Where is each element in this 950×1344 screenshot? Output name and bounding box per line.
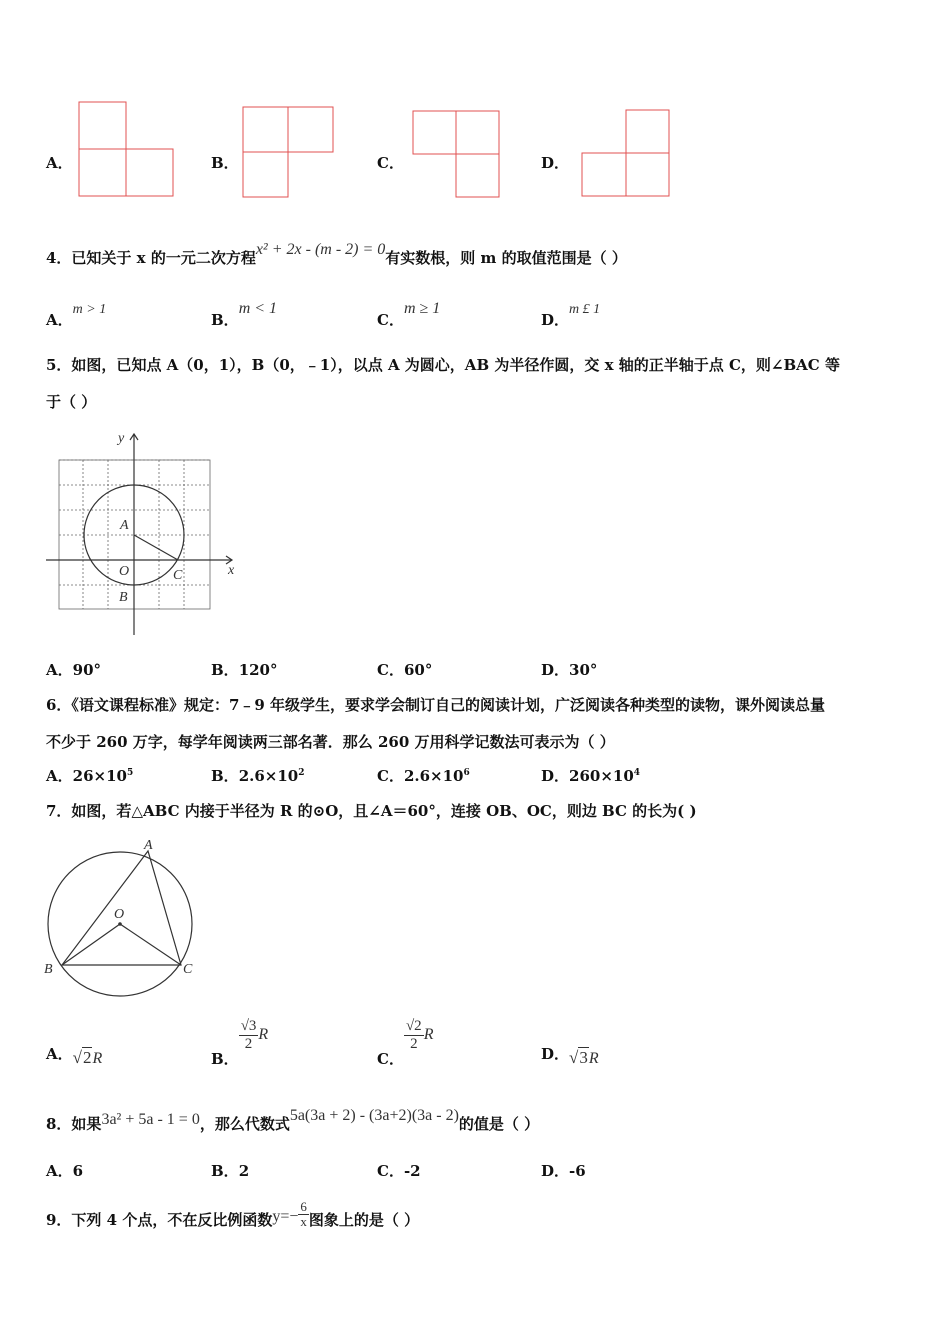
q5-option-a-label: A． [46,661,73,679]
q6-option-d [541,765,640,786]
q9-function-num: 6 [300,1199,307,1214]
q8-option-b-text: 2 [238,1162,250,1180]
q8-option-a-text: 6 [72,1162,84,1180]
q5-radius-ac [134,535,178,560]
q5-coordinate-figure [42,428,242,638]
q7-option-c-frac [404,1018,424,1052]
q4-option-c [377,300,441,330]
q5-label-c: C [173,568,183,583]
q4-option-a-label: A． [46,311,73,329]
q7-label-c: C [183,962,193,977]
q3-figure-d [581,109,673,201]
q5-option-d-label: D． [541,661,570,679]
q3-option-d: D． [541,154,570,172]
q9-function-den: x [300,1214,307,1230]
q5-label-a: A [120,518,129,533]
q6-option-b-label: B． [211,767,239,785]
q3-option-c: C． [377,154,404,172]
q7-option-b-frac [239,1018,259,1052]
q7-option-c [377,1018,434,1068]
q6-option-d-exp: 4 [633,768,641,778]
q5-option-b [211,659,278,680]
q6-line-1: 6．《语文课程标准》规定：7﹣9 年级学生，要求学会制订自己的阅读计划，广泛阅读各种类型的读物，课外阅读总量 [46,696,826,714]
q5-option-c-text: 60° [403,661,433,679]
q8-option-a-label: A． [46,1162,73,1180]
q8-suffix: 的值是（ ） [458,1115,540,1133]
q7-line: 7．如图，若△ABC 内接于半径为 R 的⊙O，且∠A＝60°，连接 OB、OC，则边 BC 的长为( ) [46,802,697,820]
q8-middle: ，那么代数式 [199,1115,290,1133]
question-4 [46,241,627,268]
q6-option-a-label: A． [46,767,73,785]
q7-option-a-sqrt: √2 [72,1048,92,1067]
q8-prefix: 8．如果 [46,1115,102,1133]
q3-option-b: B． [211,154,239,172]
q5-label-y: y [118,431,125,446]
q7-option-a-radicand: 2 [82,1048,92,1067]
q8-option-b [211,1160,249,1181]
q7-circle-figure [40,835,205,1005]
q6-option-a-base: 26×10 [72,767,127,785]
q8-expression: 5a(3a + 2) - (3a+2)(3a - 2) [289,1107,459,1124]
q7-option-d-sqrt: √3 [569,1048,588,1067]
q6-option-b-base: 2.6×10 [238,767,299,785]
q4-option-b-expr: m < 1 [238,300,278,317]
q8-option-c [377,1160,421,1181]
q7-label-a: A [144,838,153,853]
q5-label-x: x [228,563,235,578]
question-8 [46,1107,540,1134]
q7-option-b-var: R [258,1026,269,1043]
q7-option-c-den: 2 [410,1035,418,1052]
q7-option-b-label: B． [211,1050,239,1068]
q6-option-d-label: D． [541,767,570,785]
q7-option-d-var: R [588,1050,599,1067]
q9-function-lhs: y=− [272,1207,299,1225]
q4-option-d-expr: m £ 1 [569,302,601,317]
q4-option-c-expr: m ≥ 1 [403,300,441,317]
q6-option-c-exp: 6 [463,768,470,778]
q7-option-d [541,1043,599,1067]
q4-option-b-label: B． [211,311,239,329]
q6-option-d-base: 260×10 [569,767,634,785]
q6-line-2: 不少于 260 万字，每学年阅读两三部名著．那么 260 万用科学记数法可表示为（ ） [46,733,615,751]
q3-figure-c [412,110,504,202]
question-9 [46,1200,419,1230]
q6-option-c-label: C． [377,767,404,785]
q8-option-c-text: -2 [403,1162,421,1180]
q7-option-a-label: A． [46,1045,73,1063]
q4-prefix: 4．已知关于 x 的一元二次方程 [46,249,256,267]
q4-suffix: 有实数根，则 m 的取值范围是（ ） [385,249,627,267]
q5-option-c-label: C． [377,661,404,679]
q8-option-d [541,1160,586,1181]
q6-option-b [211,765,305,786]
q7-label-o: O [114,907,125,922]
q5-option-b-text: 120° [238,661,278,679]
q3-figure-a [78,101,176,199]
q4-option-c-label: C． [377,311,404,329]
q6-option-c-base: 2.6×10 [403,767,464,785]
q5-option-d [541,659,597,680]
q5-line-1: 5．如图，已知点 A（0，1），B（0，﹣1），以点 A 为圆心，AB 为半径作圆，交 x 轴的正半轴于点 C，则∠BAC 等 [46,356,840,374]
q7-label-b: B [44,962,53,977]
q5-line-2: 于（ ） [46,393,97,411]
q4-option-b [211,300,278,330]
q9-suffix: 图象上的是（ ） [308,1210,420,1229]
q8-equation: 3a² + 5a - 1 = 0 [101,1111,200,1128]
q6-option-a-exp: 5 [126,768,134,778]
q8-option-d-text: -6 [569,1162,586,1180]
q7-option-c-num: √2 [405,1018,422,1034]
q8-option-d-label: D． [541,1162,570,1180]
q7-option-d-label: D． [541,1045,570,1063]
q9-prefix: 9．下列 4 个点，不在反比例函数 [46,1210,273,1229]
q7-option-a [46,1043,103,1067]
q7-segments-ob-oc [62,924,181,965]
q6-option-c [377,765,470,786]
q6-option-b-exp: 2 [298,768,305,778]
q7-option-a-var: R [92,1050,103,1067]
q6-option-a [46,765,133,786]
q7-option-b [211,1018,269,1068]
q5-option-d-text: 30° [569,661,598,679]
q5-option-b-label: B． [211,661,239,679]
q5-label-b: B [119,590,128,605]
q4-option-d-label: D． [541,311,570,329]
q7-option-b-den: 2 [244,1035,253,1052]
q5-option-c [377,659,432,680]
q4-option-d [541,302,601,330]
q8-option-b-label: B． [211,1162,239,1180]
q4-equation: x² + 2x - (m - 2) = 0 [255,241,386,258]
q8-option-a [46,1160,83,1181]
q5-option-a-text: 90° [72,661,102,679]
q4-option-a [46,302,107,330]
q7-option-c-label: C． [377,1050,404,1068]
q7-option-d-radicand: 3 [579,1048,588,1067]
q8-option-c-label: C． [377,1162,404,1180]
q3-option-a: A． [46,154,73,172]
q7-option-b-num: √3 [240,1018,257,1034]
q5-label-o: O [119,564,130,579]
q9-function-frac [298,1200,309,1230]
q4-option-a-expr: m > 1 [72,302,107,317]
q5-option-a [46,659,101,680]
q7-option-c-var: R [423,1026,434,1043]
q3-figure-b [242,106,336,200]
